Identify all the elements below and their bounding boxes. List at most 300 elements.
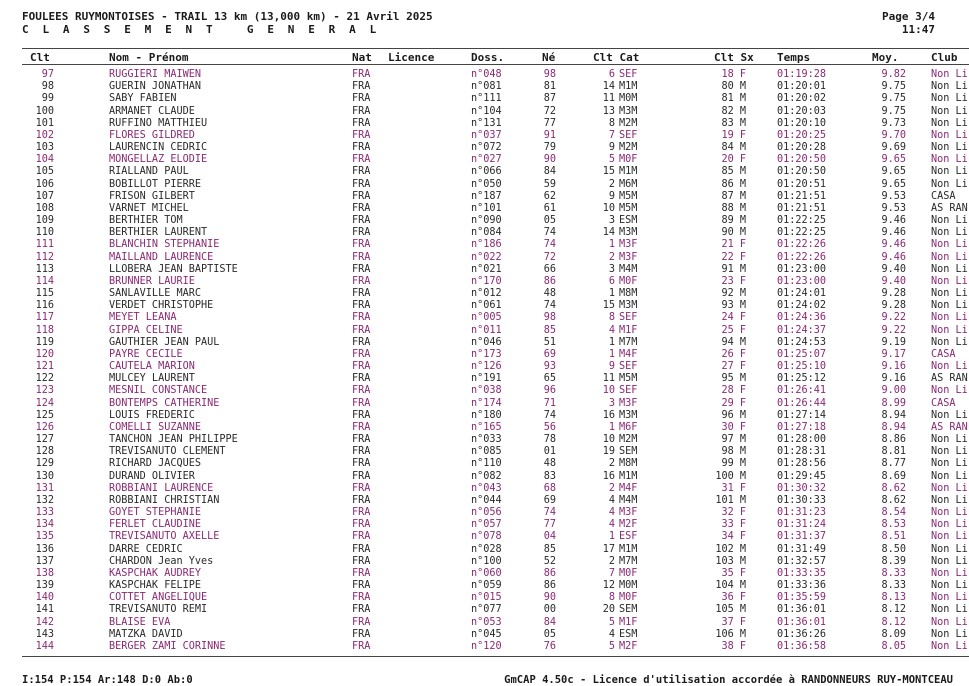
cell-doss: n°011 (471, 324, 502, 336)
cell-moy: 9.22 (881, 312, 906, 324)
footer-stats: I:154 P:154 Ar:148 D:0 Ab:0 (22, 674, 193, 686)
cell-clt-cat-rank: 7 (608, 567, 615, 579)
cell-club: Non Li (931, 251, 968, 263)
cell-ne: 81 (543, 81, 556, 93)
cell-temps: 01:24:53 (777, 336, 827, 348)
cell-ne: 69 (543, 494, 556, 506)
cell-nom: KASPCHAK AUDREY (109, 567, 202, 579)
cell-clt: 135 (35, 531, 54, 543)
cell-clt-cat-rank: 2 (608, 251, 615, 263)
cell-temps: 01:31:24 (777, 519, 827, 531)
cell-clt-sx: 23 F (721, 275, 746, 287)
table-row (0, 69, 969, 81)
report-title: FOULEES RUYMONTOISES - TRAIL 13 km (13,000 km) - 21 Avril 2025 (22, 10, 433, 23)
table-row (0, 264, 969, 276)
cell-temps: 01:36:01 (777, 604, 827, 616)
report-subtitle: C L A S S E M E N T G E N E R A L (22, 23, 380, 36)
cell-nat: FRA (352, 604, 371, 616)
cell-temps: 01:24:37 (777, 324, 827, 336)
cell-temps: 01:20:02 (777, 93, 827, 105)
cell-clt-cat-rank: 7 (608, 129, 615, 141)
cell-clt: 144 (35, 640, 54, 652)
cell-temps: 01:20:50 (777, 154, 827, 166)
cell-doss: n°061 (471, 300, 502, 312)
table-row (0, 629, 969, 641)
cell-clt-sx: 31 F (721, 482, 746, 494)
table-row (0, 373, 969, 385)
cell-nat: FRA (352, 385, 371, 397)
table-row (0, 312, 969, 324)
cell-doss: n°104 (471, 105, 502, 117)
cell-doss: n°033 (471, 434, 502, 446)
cell-doss: n°173 (471, 348, 502, 360)
cell-clt-sx: 93 M (721, 300, 746, 312)
table-row (0, 191, 969, 203)
cell-moy: 9.65 (881, 154, 906, 166)
cell-cat: M5M (619, 202, 638, 214)
cell-nat: FRA (352, 324, 371, 336)
cell-clt: 121 (35, 361, 54, 373)
cell-club: Non Li (931, 507, 968, 519)
cell-clt-cat-rank: 1 (608, 531, 615, 543)
cell-clt: 128 (35, 446, 54, 458)
cell-ne: 62 (543, 190, 556, 202)
table-row (0, 361, 969, 373)
cell-clt: 98 (41, 81, 54, 93)
cell-nat: FRA (352, 421, 371, 433)
cell-clt-sx: 36 F (721, 592, 746, 604)
cell-temps: 01:36:58 (777, 640, 827, 652)
cell-moy: 8.54 (881, 507, 906, 519)
cell-nom: MATZKA DAVID (109, 628, 183, 640)
cell-doss: n°048 (471, 69, 502, 80)
cell-nom: PAYRE CECILE (109, 348, 183, 360)
cell-club: AS RAN (931, 373, 968, 385)
cell-clt-cat-rank: 3 (608, 263, 615, 275)
cell-nat: FRA (352, 348, 371, 360)
cell-club: Non Li (931, 166, 968, 178)
cell-ne: 74 (543, 507, 556, 519)
cell-temps: 01:31:37 (777, 531, 827, 543)
cell-club: Non Li (931, 567, 968, 579)
header-bottom-rule (22, 64, 969, 65)
cell-cat: M3F (619, 397, 638, 409)
table-row (0, 81, 969, 93)
cell-nom: VERDET CHRISTOPHE (109, 300, 214, 312)
cell-doss: n°081 (471, 81, 502, 93)
cell-ne: 00 (543, 604, 556, 616)
cell-ne: 90 (543, 154, 556, 166)
cell-ne: 85 (543, 543, 556, 555)
cell-moy: 9.40 (881, 263, 906, 275)
cell-clt-sx: 34 F (721, 531, 746, 543)
cell-doss: n°111 (471, 93, 502, 105)
cell-nat: FRA (352, 105, 371, 117)
cell-clt-sx: 99 M (721, 458, 746, 470)
cell-clt-cat-rank: 1 (608, 421, 615, 433)
col-moy: Moy. (872, 51, 899, 64)
cell-clt-sx: 105 M (715, 604, 746, 616)
cell-doss: n°078 (471, 531, 502, 543)
cell-cat: M3F (619, 239, 638, 251)
cell-moy: 8.62 (881, 494, 906, 506)
cell-clt-sx: 83 M (721, 117, 746, 129)
cell-cat: M7M (619, 336, 638, 348)
cell-ne: 56 (543, 421, 556, 433)
cell-clt-cat-rank: 10 (602, 385, 615, 397)
cell-moy: 8.12 (881, 616, 906, 628)
cell-doss: n°180 (471, 409, 502, 421)
cell-cat: M2M (619, 117, 638, 129)
table-row (0, 300, 969, 312)
cell-nom: LOUIS FREDERIC (109, 409, 195, 421)
cell-nat: FRA (352, 567, 371, 579)
cell-doss: n°044 (471, 494, 502, 506)
cell-nat: FRA (352, 178, 371, 190)
cell-nat: FRA (352, 446, 371, 458)
cell-nom: BOBILLOT PIERRE (109, 178, 202, 190)
cell-moy: 9.46 (881, 251, 906, 263)
cell-club: Non Li (931, 385, 968, 397)
cell-nat: FRA (352, 202, 371, 214)
cell-doss: n°100 (471, 555, 502, 567)
cell-cat: M3M (619, 105, 638, 117)
cell-ne: 79 (543, 142, 556, 154)
cell-nom: MEYET LEANA (109, 312, 177, 324)
cell-cat: SEM (619, 446, 638, 458)
cell-club: Non Li (931, 81, 968, 93)
footer-license: GmCAP 4.50c - Licence d'utilisation accordée à RANDONNEURS RUY-MONTCEAU (504, 674, 953, 686)
cell-clt: 100 (35, 105, 54, 117)
cell-club: AS RAN (931, 202, 968, 214)
cell-nom: TREVISANUTO REMI (109, 604, 208, 616)
cell-club: Non Li (931, 275, 968, 287)
cell-nom: LAURENCIN CEDRIC (109, 142, 208, 154)
table-row (0, 227, 969, 239)
cell-clt: 134 (35, 519, 54, 531)
cell-doss: n°066 (471, 166, 502, 178)
table-row (0, 434, 969, 446)
cell-doss: n°028 (471, 543, 502, 555)
cell-clt-cat-rank: 2 (608, 178, 615, 190)
cell-temps: 01:36:01 (777, 616, 827, 628)
cell-temps: 01:23:00 (777, 263, 827, 275)
cell-clt: 133 (35, 507, 54, 519)
cell-nat: FRA (352, 397, 371, 409)
print-time: 11:47 (901, 23, 935, 36)
cell-nat: FRA (352, 166, 371, 178)
cell-nom: BLAISE EVA (109, 616, 171, 628)
cell-cat: M0F (619, 592, 638, 604)
table-row (0, 398, 969, 410)
cell-clt-sx: 98 M (721, 446, 746, 458)
cell-clt-sx: 91 M (721, 263, 746, 275)
cell-clt: 119 (35, 336, 54, 348)
cell-cat: SEF (619, 361, 638, 373)
cell-moy: 8.69 (881, 470, 906, 482)
cell-clt-sx: 87 M (721, 190, 746, 202)
cell-clt-sx: 25 F (721, 324, 746, 336)
cell-nom: BERTHIER TOM (109, 215, 183, 227)
cell-moy: 9.65 (881, 166, 906, 178)
cell-cat: SEM (619, 604, 638, 616)
cell-nom: CHARDON Jean Yves (109, 555, 214, 567)
table-row (0, 410, 969, 422)
cell-cat: M8M (619, 458, 638, 470)
table-row (0, 592, 969, 604)
cell-temps: 01:20:28 (777, 142, 827, 154)
cell-clt: 129 (35, 458, 54, 470)
cell-nat: FRA (352, 470, 371, 482)
table-row (0, 495, 969, 507)
table-row (0, 385, 969, 397)
cell-clt-cat-rank: 5 (608, 616, 615, 628)
cell-nat: FRA (352, 69, 371, 80)
cell-nat: FRA (352, 592, 371, 604)
cell-moy: 8.33 (881, 567, 906, 579)
cell-nat: FRA (352, 129, 371, 141)
cell-ne: 04 (543, 531, 556, 543)
cell-moy: 9.40 (881, 275, 906, 287)
cell-nom: BERTHIER LAURENT (109, 227, 208, 239)
cell-nat: FRA (352, 117, 371, 129)
cell-clt-cat-rank: 14 (602, 227, 615, 239)
cell-moy: 8.09 (881, 628, 906, 640)
cell-clt: 137 (35, 555, 54, 567)
cell-clt-cat-rank: 1 (608, 348, 615, 360)
cell-doss: n°012 (471, 288, 502, 300)
cell-nat: FRA (352, 555, 371, 567)
cell-nat: FRA (352, 482, 371, 494)
cell-nom: COTTET ANGELIQUE (109, 592, 208, 604)
cell-moy: 9.65 (881, 178, 906, 190)
cell-doss: n°082 (471, 470, 502, 482)
cell-moy: 9.16 (881, 361, 906, 373)
cell-clt: 111 (35, 239, 54, 251)
table-row (0, 179, 969, 191)
cell-club: Non Li (931, 555, 968, 567)
col-clt: Clt (30, 51, 50, 64)
cell-nom: ROBBIANI CHRISTIAN (109, 494, 220, 506)
cell-nat: FRA (352, 190, 371, 202)
cell-ne: 01 (543, 446, 556, 458)
cell-ne: 69 (543, 348, 556, 360)
cell-clt-sx: 85 M (721, 166, 746, 178)
cell-temps: 01:24:01 (777, 288, 827, 300)
cell-club: Non Li (931, 312, 968, 324)
cell-club: Non Li (931, 640, 968, 652)
cell-ne: 98 (543, 69, 556, 80)
cell-nom: FLORES GILDRED (109, 129, 195, 141)
cell-nom: CAUTELA MARION (109, 361, 195, 373)
cell-doss: n°072 (471, 142, 502, 154)
cell-nat: FRA (352, 93, 371, 105)
cell-nom: SANLAVILLE MARC (109, 288, 202, 300)
cell-clt-cat-rank: 2 (608, 482, 615, 494)
cell-clt-cat-rank: 6 (608, 275, 615, 287)
cell-ne: 84 (543, 616, 556, 628)
cell-nom: GOYET STEPHANIE (109, 507, 202, 519)
cell-cat: M5M (619, 373, 638, 385)
cell-clt: 120 (35, 348, 54, 360)
cell-moy: 9.46 (881, 227, 906, 239)
cell-moy: 8.53 (881, 519, 906, 531)
cell-clt-sx: 81 M (721, 93, 746, 105)
cell-doss: n°037 (471, 129, 502, 141)
cell-clt-cat-rank: 12 (602, 580, 615, 592)
cell-ne: 98 (543, 312, 556, 324)
cell-clt-cat-rank: 10 (602, 202, 615, 214)
cell-club: Non Li (931, 324, 968, 336)
cell-doss: n°043 (471, 482, 502, 494)
cell-club: Non Li (931, 580, 968, 592)
cell-moy: 9.46 (881, 239, 906, 251)
cell-cat: SEF (619, 385, 638, 397)
cell-club: AS RAN (931, 421, 968, 433)
cell-clt: 118 (35, 324, 54, 336)
cell-ne: 52 (543, 555, 556, 567)
cell-ne: 78 (543, 434, 556, 446)
cell-clt-cat-rank: 9 (608, 190, 615, 202)
cell-cat: M3F (619, 507, 638, 519)
cell-doss: n°053 (471, 616, 502, 628)
cell-clt-sx: 29 F (721, 397, 746, 409)
cell-cat: M1M (619, 81, 638, 93)
cell-clt-sx: 38 F (721, 640, 746, 652)
cell-nom: TREVISANUTO CLEMENT (109, 446, 226, 458)
cell-nom: BONTEMPS CATHERINE (109, 397, 220, 409)
cell-doss: n°021 (471, 263, 502, 275)
cell-ne: 59 (543, 178, 556, 190)
cell-clt-sx: 102 M (715, 543, 746, 555)
table-row (0, 239, 969, 251)
cell-club: Non Li (931, 178, 968, 190)
cell-cat: M2F (619, 640, 638, 652)
cell-nom: RIALLAND PAUL (109, 166, 189, 178)
cell-moy: 8.94 (881, 421, 906, 433)
cell-club: Non Li (931, 129, 968, 141)
cell-temps: 01:33:36 (777, 580, 827, 592)
cell-clt-cat-rank: 1 (608, 239, 615, 251)
cell-temps: 01:35:59 (777, 592, 827, 604)
cell-moy: 8.05 (881, 640, 906, 652)
col-nom: Nom - Prénom (109, 51, 189, 64)
cell-doss: n°045 (471, 628, 502, 640)
cell-clt-cat-rank: 17 (602, 543, 615, 555)
cell-moy: 8.13 (881, 592, 906, 604)
cell-doss: n°090 (471, 215, 502, 227)
cell-moy: 8.33 (881, 580, 906, 592)
cell-moy: 8.51 (881, 531, 906, 543)
cell-club: Non Li (931, 105, 968, 117)
cell-nom: GAUTHIER JEAN PAUL (109, 336, 220, 348)
cell-clt-sx: 35 F (721, 567, 746, 579)
cell-ne: 51 (543, 336, 556, 348)
cell-cat: M4F (619, 348, 638, 360)
cell-nat: FRA (352, 519, 371, 531)
cell-cat: SEF (619, 129, 638, 141)
cell-club: Non Li (931, 446, 968, 458)
cell-clt-sx: 104 M (715, 580, 746, 592)
table-row (0, 252, 969, 264)
cell-temps: 01:20:10 (777, 117, 827, 129)
cell-doss: n°170 (471, 275, 502, 287)
cell-clt: 104 (35, 154, 54, 166)
cell-ne: 48 (543, 458, 556, 470)
cell-clt: 97 (41, 69, 54, 80)
table-row (0, 349, 969, 361)
table-row (0, 215, 969, 227)
cell-cat: M3F (619, 251, 638, 263)
cell-clt: 127 (35, 434, 54, 446)
cell-nat: FRA (352, 215, 371, 227)
cell-clt-sx: 88 M (721, 202, 746, 214)
table-row (0, 519, 969, 531)
cell-nom: MESNIL CONSTANCE (109, 385, 208, 397)
cell-nat: FRA (352, 81, 371, 93)
cell-nom: KASPCHAK FELIPE (109, 580, 202, 592)
cell-ne: 48 (543, 288, 556, 300)
cell-temps: 01:20:03 (777, 105, 827, 117)
cell-clt: 116 (35, 300, 54, 312)
cell-ne: 77 (543, 519, 556, 531)
cell-nom: ROBBIANI LAURENCE (109, 482, 214, 494)
cell-moy: 8.12 (881, 604, 906, 616)
cell-ne: 86 (543, 580, 556, 592)
cell-club: Non Li (931, 519, 968, 531)
cell-club: Non Li (931, 263, 968, 275)
cell-temps: 01:25:10 (777, 361, 827, 373)
cell-clt: 139 (35, 580, 54, 592)
cell-cat: M1M (619, 543, 638, 555)
cell-nat: FRA (352, 543, 371, 555)
cell-clt-sx: 82 M (721, 105, 746, 117)
table-row (0, 458, 969, 470)
page-number: Page 3/4 (882, 10, 935, 23)
cell-cat: M2F (619, 519, 638, 531)
cell-nat: FRA (352, 336, 371, 348)
cell-nat: FRA (352, 361, 371, 373)
cell-clt: 126 (35, 421, 54, 433)
cell-ne: 90 (543, 592, 556, 604)
col-ne: Né (542, 51, 556, 64)
cell-clt: 132 (35, 494, 54, 506)
cell-clt-cat-rank: 16 (602, 470, 615, 482)
cell-moy: 8.77 (881, 458, 906, 470)
cell-clt-sx: 89 M (721, 215, 746, 227)
cell-clt: 108 (35, 202, 54, 214)
table-row (0, 337, 969, 349)
cell-nom: MONGELLAZ ELODIE (109, 154, 208, 166)
cell-clt: 125 (35, 409, 54, 421)
cell-nom: FERLET CLAUDINE (109, 519, 202, 531)
cell-temps: 01:22:25 (777, 215, 827, 227)
col-club: Club (931, 51, 958, 64)
cell-nat: FRA (352, 142, 371, 154)
cell-club: Non Li (931, 69, 968, 80)
cell-ne: 72 (543, 251, 556, 263)
cell-clt: 110 (35, 227, 54, 239)
cell-clt-sx: 33 F (721, 519, 746, 531)
cell-ne: 84 (543, 166, 556, 178)
cell-temps: 01:26:41 (777, 385, 827, 397)
cell-clt-cat-rank: 13 (602, 105, 615, 117)
cell-doss: n°084 (471, 227, 502, 239)
cell-ne: 66 (543, 263, 556, 275)
cell-ne: 96 (543, 385, 556, 397)
cell-doss: n°131 (471, 117, 502, 129)
cell-moy: 9.00 (881, 385, 906, 397)
